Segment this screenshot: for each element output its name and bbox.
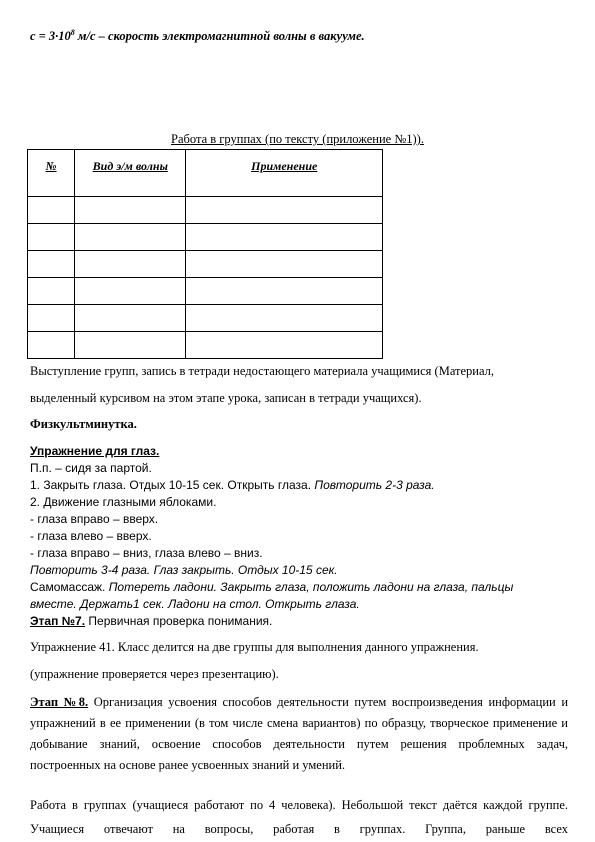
eye-exercise-line: 2. Движение глазными яблоками. xyxy=(30,495,217,509)
eye-exercise-line: - глаза вправо – вверх. xyxy=(30,512,159,526)
table-row xyxy=(28,224,383,251)
table-row xyxy=(28,305,383,332)
eye-exercise-line: 1. Закрыть глаза. Отдых 10-15 сек. Открыть глаза. Повторить 2-3 раза. xyxy=(30,478,435,492)
groups-presentation-line2: выделенный курсивом на этом этапе урока, записан в тетради учащихся). xyxy=(30,391,422,405)
stage7-line: Этап №7. Первичная проверка понимания. xyxy=(30,614,273,628)
table-header-row xyxy=(28,150,383,197)
fizkult-heading: Физкультминутка. xyxy=(30,417,137,431)
header-wave-type: Вид э/м волны xyxy=(75,150,186,197)
self-massage-line: вместе. Держать1 сек. Ладони на стол. Открыть глаза. xyxy=(30,597,360,611)
eye-exercise-title: Упражнение для глаз. xyxy=(30,444,160,458)
table-row xyxy=(28,332,383,359)
self-massage-line: Самомассаж. Потереть ладони. Закрыть глаза, положить ладони на глаза, пальцы xyxy=(30,580,514,594)
eye-exercise-line: - глаза влево – вверх. xyxy=(30,529,152,543)
table-row xyxy=(28,278,383,305)
eye-exercise-line: - глаза вправо – вниз, глаза влево – вниз. xyxy=(30,546,263,560)
stage8-paragraph: Этап №8. Организация усвоения способов деятельности путем воспроизведения информации и упражнений в ее применении (в том числе смена вариантов) по образцу, творческое применение и добывание знаний, освоение способов деятельности путем решения проблемных задач, построенных на основе ранее усвоенных знаний и умений. xyxy=(30,695,569,772)
exercise41-line2: (упражнение проверяется через презентацию). xyxy=(30,667,279,681)
table-row xyxy=(28,197,383,224)
header-number: № xyxy=(28,150,75,197)
table-title: Работа в группах (по тексту (приложение №1)). xyxy=(171,132,424,146)
eye-exercise-line: П.п. – сидя за партой. xyxy=(30,461,152,475)
group-work-table xyxy=(27,149,383,359)
speed-of-light-formula: $c = 3\cdot 10^8$ м/с – скорость электромагнитной волны в вакууме. xyxy=(30,28,365,44)
table-row xyxy=(28,251,383,278)
groups-presentation-line1: Выступление групп, запись в тетради недостающего материала учащимися (Материал, xyxy=(30,364,495,378)
eye-exercise-line: Повторить 3-4 раза. Глаз закрыть. Отдых 10-15 сек. xyxy=(30,563,338,577)
header-application: Применение xyxy=(186,150,383,197)
groups-work-paragraph: Работа в группах (учащиеся работают по 4 человека). Небольшой текст даётся каждой группе. Учащиеся отвечают на вопросы, работая в группах. Группа, раньше всех xyxy=(30,798,568,836)
exercise41-line1: Упражнение 41. Класс делится на две группы для выполнения данного упражнения. xyxy=(30,640,479,654)
